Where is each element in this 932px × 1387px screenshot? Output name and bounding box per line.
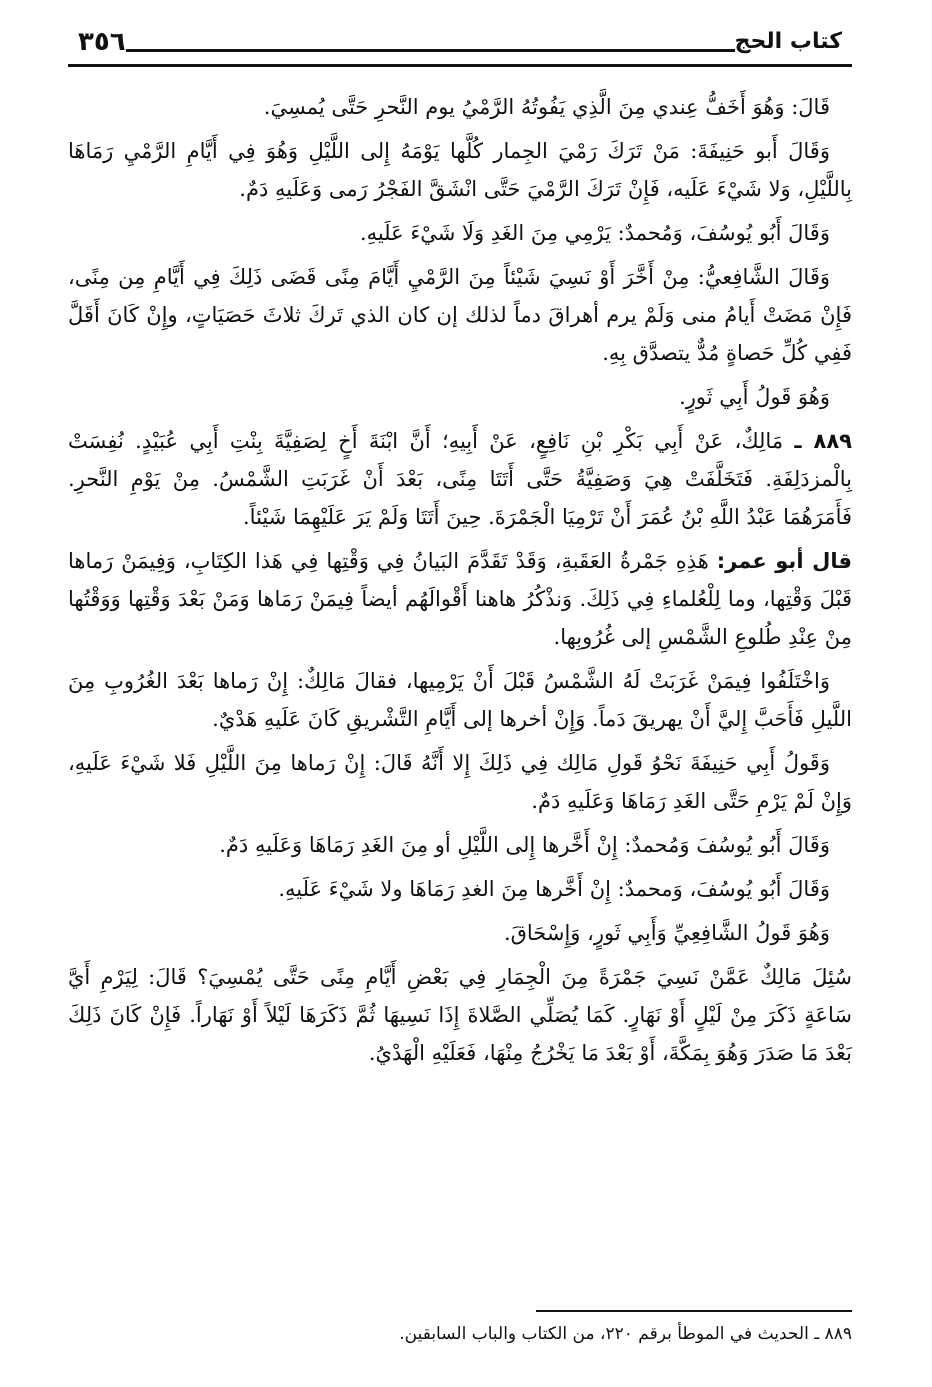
hadith-paragraph [68,422,852,536]
page-number: ٣٥٦ [78,27,126,57]
commentary-paragraph [68,542,852,656]
paragraph [68,88,852,126]
paragraph [68,826,852,864]
header-divider [68,64,852,67]
paragraph [68,132,852,208]
paragraph-text: وَهُوَ قَولُ الشَّافِعِيِّ وَأَبِي ثَورٍ، وَإِسْحَاقَ. [503,921,830,945]
paragraph [68,914,852,952]
paragraph [68,378,852,416]
paragraph-text: وَقَالَ أَبو حَنِيفَةَ: مَنْ تَرَكَ رَمْيَ الجِمار كُلَّها يَوْمَهُ إِلى اللَّيْلِ وَهُوَ فِي أَيَّامِ الرَّمْيِ رَمَاهَا بِاللَّيْلِ، وَلا شَيْءَ عَلَيه، فَإِنْ تَرَكَ الرَّمْيَ حَتَّى انْشَقَّ الفَجْرُ رَمى وَعَلَيهِ دَمٌ. [68,139,852,201]
paragraph-text: وَقَولُ أَبِي حَنِيفَةَ نَحْوُ قَولِ مَالِك فِي ذَلِكَ إِلا أَنَّهُ قَالَ: إِنْ رَماها مِنَ اللَّيْلِ فَلا شَيْءَ عَلَيهِ، وَإِنْ لَمْ يَرْمِ حَتَّى الغَدِ رَمَاهَا وَعَلَيهِ دَمٌ. [68,751,852,813]
page-header [68,18,852,58]
footnote: ٨٨٩ ـ الحديث في الموطأ برقم ٢٢٠، من الكتاب والباب السابقين. [399,1324,852,1344]
paragraph-text: وَهُوَ قَولُ أَبِي ثَورٍ. [679,385,830,409]
book-page [68,18,852,1358]
paragraph [68,662,852,738]
footnote-divider [536,1310,852,1312]
paragraph-text: وَقَالَ أَبُو يُوسُفَ، وَمحمدٌ: إِنْ أَخَّرها مِنَ الغدِ رَمَاهَا ولا شَيْءَ عَلَيهِ. [278,877,830,901]
body-text [68,88,852,1078]
book-title: كتاب الحج [734,29,842,54]
paragraph [68,744,852,820]
hadith-number: ٨٨٩ ـ [794,429,852,453]
paragraph-text: وَقَالَ الشَّافِعيُّ: مِنْ أَخَّرَ أَوْ نَسِيَ شَيْئاً مِنَ الرَّمْيِ أَيَّامَ مِنًى قَضَى ذَلِكَ فِي أَيَّامِ مِن مِنًى، فَإِنْ مَضَتْ أَيامُ منى وَلَمْ يرم أهراقَ دماً لذلك إن كان الذي تَركَ ثلاثَ حَصَيَاتٍ، وإِنْ كَانَ أَقَلَّ فَفِي كُلِّ حَصاةٍ مُدٌّ يتصدَّق بِهِ. [68,265,852,365]
paragraph-text: وَقَالَ أَبُو يُوسُفَ وَمُحمدٌ: إِنْ أَخَّرها إِلى اللَّيْلِ أو مِنَ الغَدِ رَمَاهَا وَعَلَيهِ دَمٌ. [219,833,830,857]
paragraph-text: وَاخْتَلَفُوا فِيمَنْ غَرَبَتْ لَهُ الشَّمْسُ قَبْلَ أَنْ يَرْمِيها، فقالَ مَالِكٌ: إِنْ رَماها بَعْدَ الغُرُوبِ مِنَ اللَّيلِ فَأَحَبَّ إِليَّ أَنْ يهريقَ دَماً. وَإِنْ أخرها إلى أَيَّامِ التَّشْريقِ كَانَ عَلَيهِ هَدْيٌ. [68,669,852,731]
paragraph-text: قَالَ: وَهُوَ أَخَفُّ عِندي مِنَ الَّذِي يَفُوتُهُ الرَّمْيُ يوم النَّحرِ حَتَّى يُمسِيَ. [263,95,830,119]
paragraph-text: مَالِكٌ، عَنْ أَبِي بَكْرِ بْنِ نَافِعٍ، عَنْ أَبِيهِ؛ أَنَّ ابْنَةَ أَخٍ لِصَفِيَّةَ بِنْتِ أَبِي عُبَيْدٍ. نُفِسَتْ بِالْمزدَلِفَةِ. فَتَخَلَّفَتْ هِيَ وَصَفِيَّةُ حَتَّى أَتَتَا مِنًى، بَعْدَ أَنْ غَرَبَتِ الشَّمْسُ. مِنْ يَوْمِ النَّحرِ. فَأَمَرَهُمَا عَبْدُ اللَّهِ بْنُ عُمَرَ أَنْ تَرْمِيَا الْجَمْرَةَ. حِينَ أَتَتَا وَلَمْ يَرَ عَلَيْهِمَا شَيْئاً. [68,429,852,529]
paragraph [68,214,852,252]
commentator-lead: قال أبو عمر: [716,549,852,573]
paragraph [68,870,852,908]
header-rule [126,49,735,52]
paragraph [68,258,852,372]
paragraph-text: سُئِلَ مَالِكٌ عَمَّنْ نَسِيَ جَمْرَةً مِنَ الْجِمَارِ فِي بَعْضِ أَيَّامِ مِنًى حَتَّى يُمْسِيَ؟ قَالَ: لِيَرْمِ أَيَّ سَاعَةٍ ذَكَرَ مِنْ لَيْلٍ أَوْ نَهَارٍ. كَمَا يُصَلِّي الصَّلاةَ إِذَا نَسِيهَا ثُمَّ ذَكَرَهَا لَيْلاً أَوْ نَهَاراً. فَإِنْ كَانَ ذَلِكَ بَعْدَ مَا صَدَرَ وَهُوَ بِمَكَّةَ، أَوْ بَعْدَ مَا يَخْرُجُ مِنْهَا، فَعَلَيْهِ الْهَدْيُ. [68,965,852,1065]
paragraph-text: وَقَالَ أَبُو يُوسُفَ، وَمُحمدٌ: يَرْمِي مِنَ الغَدِ وَلَا شَيْءَ عَلَيهِ. [359,221,830,245]
paragraph [68,958,852,1072]
paragraph-text: هَذِهِ جَمْرةُ العَقَبةِ، وَقَدْ تَقَدَّمَ البَيانُ فِي وَقْتِها فِي هَذا الكِتَابِ، وَفِيمَنْ رَماها قَبْلَ وَقْتِها، وما لِلْعُلماءِ فِي ذَلِكَ. وَنذْكُرُ هاهنا أَقْوالَهُم أيضاً فِيمَنْ رَمَاها وَمَنْ بَعْدَ وَقْتِها وَوَقْتُها مِنْ عِنْدِ طُلوعِ الشَّمْسِ إلى غُرُوبِها. [68,549,852,649]
